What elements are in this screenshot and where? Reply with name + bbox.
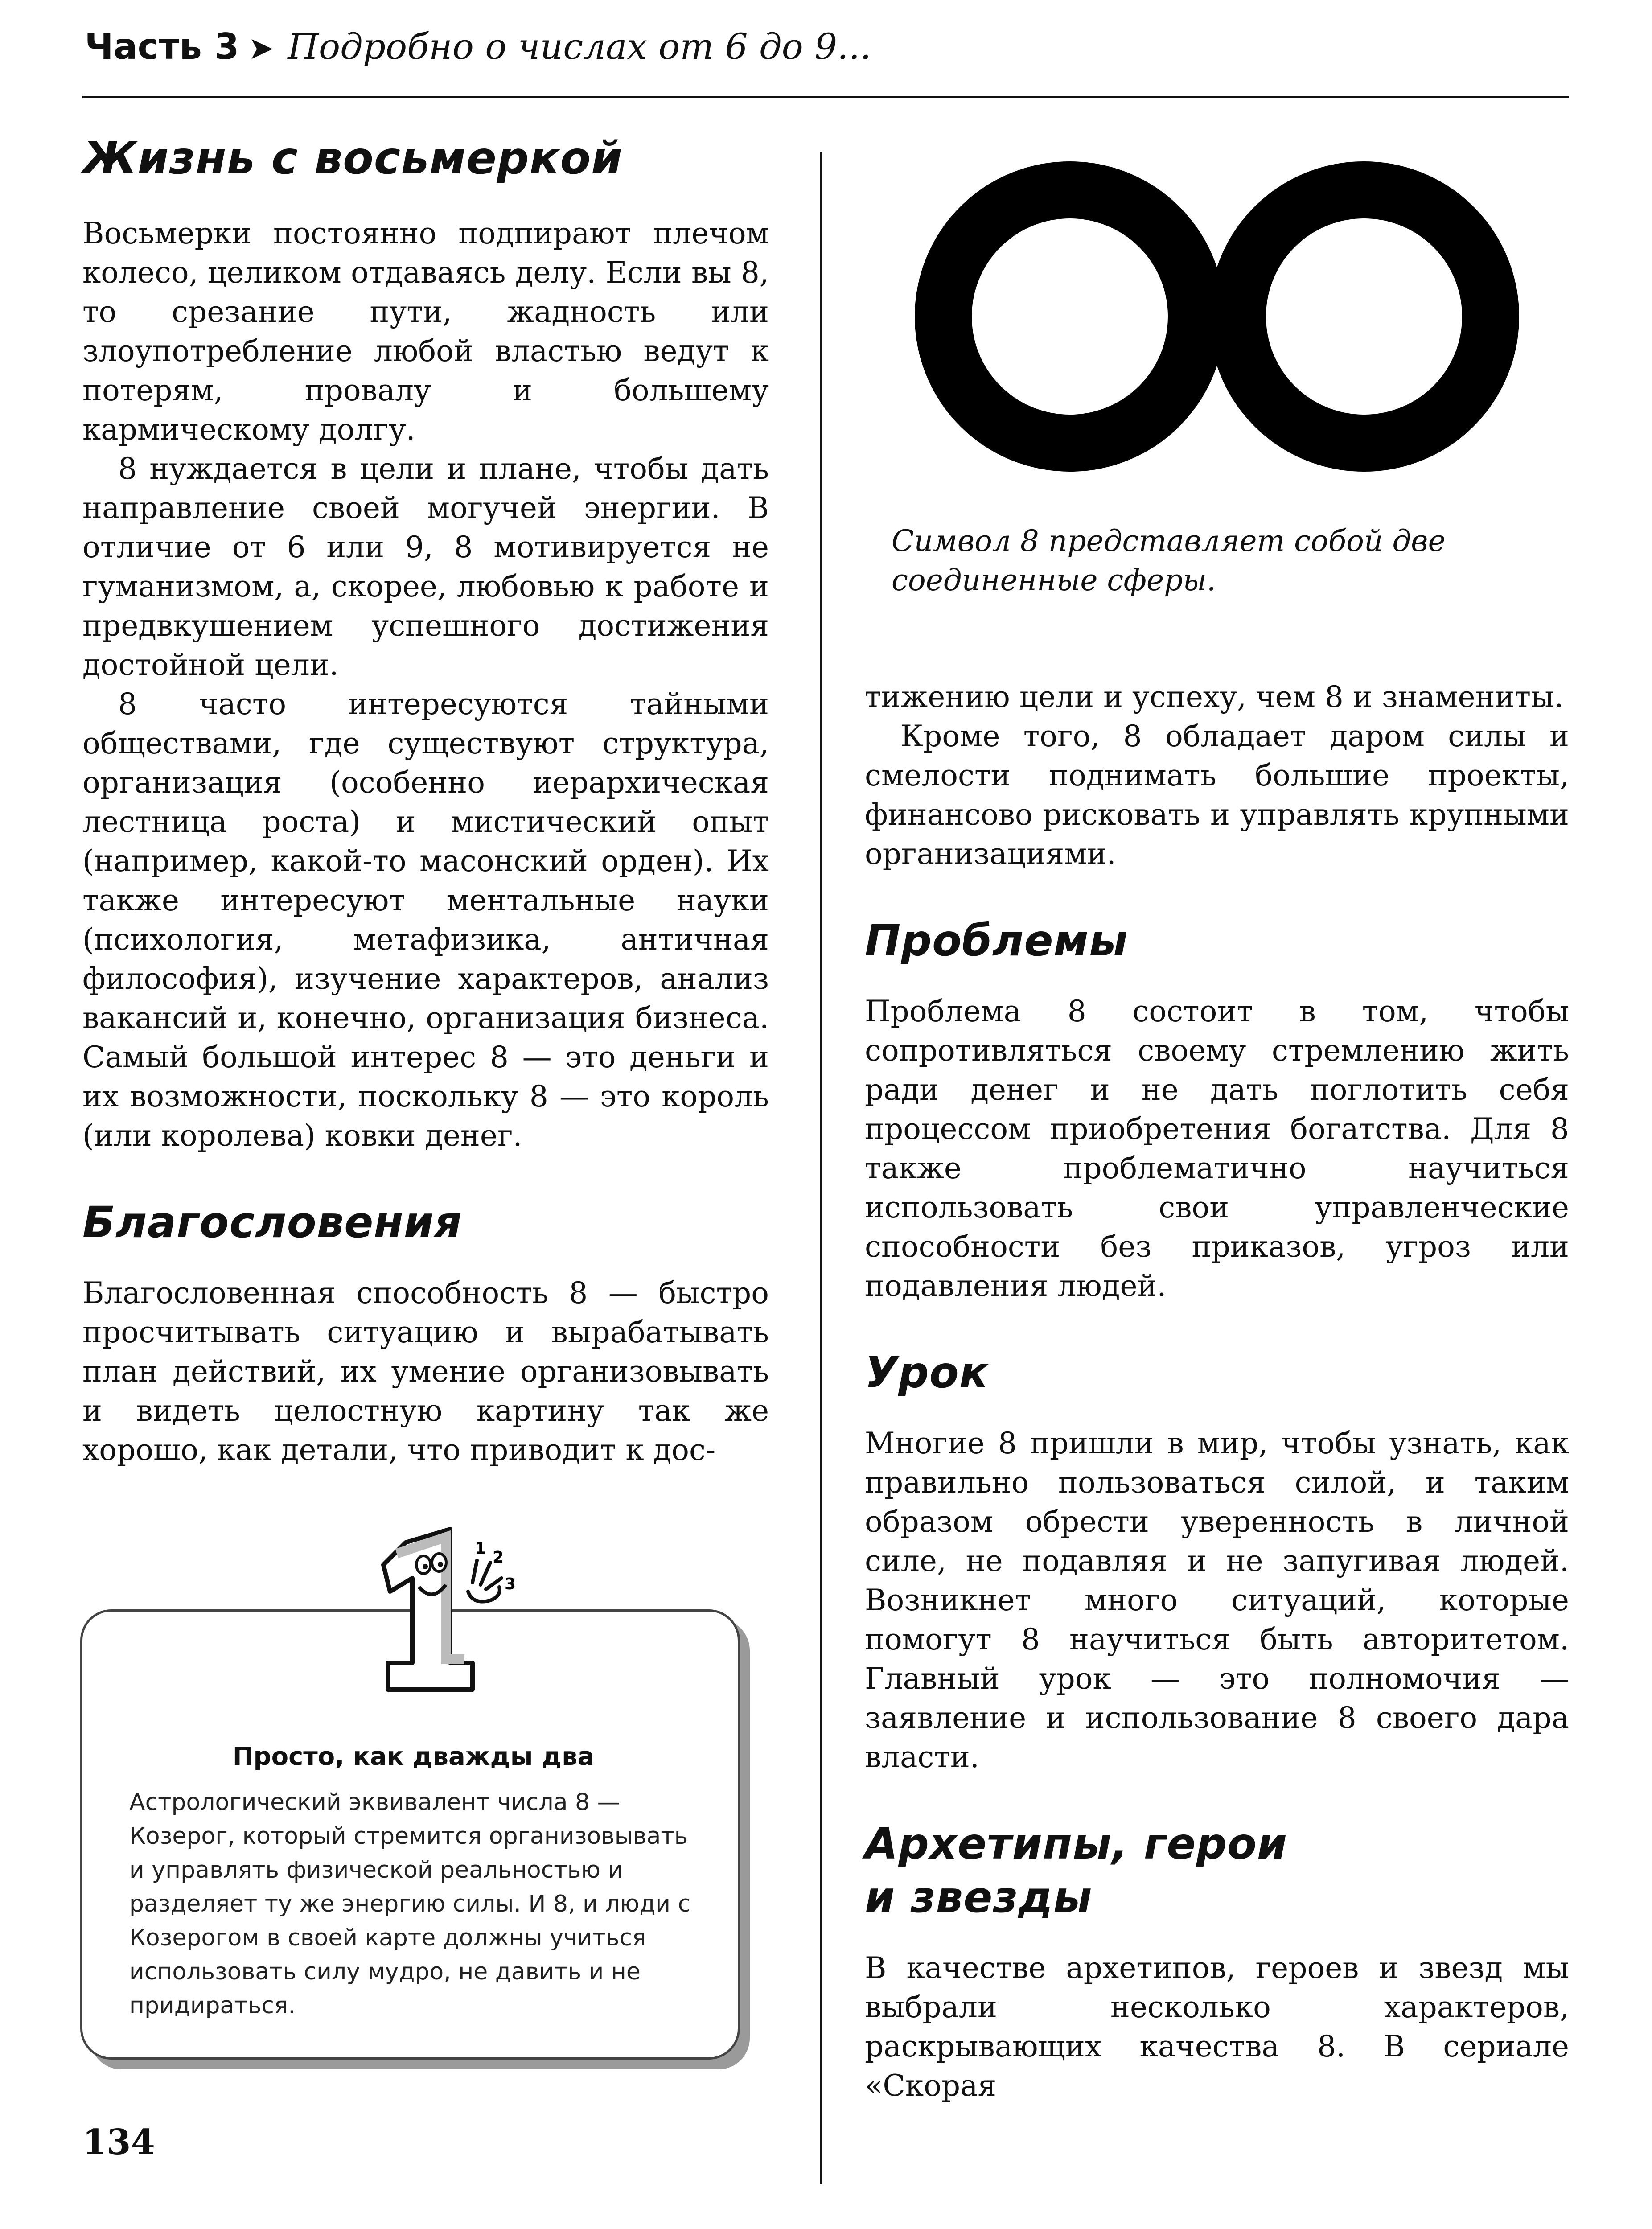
section-heading-lesson: Урок	[865, 1348, 989, 1398]
paragraph: 8 нуждается в цели и плане, чтобы дать направление своей могучей энергии. В отличие от 6 или 9, 8 мотивируется не гуманизмом, а, скорее, любовью к работе и предвкушением успешного достижения достойной цели.	[82, 452, 769, 682]
infinity-symbol-figure	[905, 160, 1529, 473]
paragraph: Кроме того, 8 обладает даром силы и смелости поднимать большие проекты, финансово рисковать и управлять крупными организациями.	[865, 719, 1569, 871]
figure-caption: Символ 8 представляет собой две соединенные сферы.	[892, 524, 1446, 597]
header-part-label: Часть 3	[85, 26, 239, 67]
sidebar-title: Просто, как дважды два	[232, 1742, 595, 1771]
sidebar-text: Астрологический эквивалент числа 8 — Козерог, который стремится организовывать и управлять физической реальностью и разделяет ту же энергию силы. И 8, и люди с Козерогом в своей карте должны учиться использовать силу мудро, не давить и не придираться.	[129, 1789, 691, 2019]
heading-line: и звезды	[865, 1872, 1093, 1922]
paragraph: тижению цели и успеху, чем 8 и знамениты.	[865, 680, 1564, 714]
heading-line: Архетипы, герои	[865, 1819, 1288, 1869]
paragraph: Многие 8 пришли в мир, чтобы узнать, как правильно пользоваться силой, и таким образом обрести уверенность в личной силе, не подавляя и не запугивая людей. Возникнет много ситуаций, которые помогут 8 научиться быть авторитетом. Главный урок — это полномочия — заявление и использование 8 своего дара власти.	[865, 1426, 1569, 1774]
section-heading-archetypes	[865, 1817, 1569, 1924]
paragraph: Восьмерки постоянно подпирают плечом колесо, целиком отдаваясь делу. Если вы 8, то срезание пути, жадность или злоупотребление любой властью ведут к потерям, провалу и большему кармическому долгу.	[82, 216, 769, 447]
number-one-mascot-icon	[339, 1511, 526, 1703]
paragraph: Благословенная способность 8 — быстро просчитывать ситуацию и вырабатывать план действий, их умение организовывать и видеть целостную картину так же хорошо, как детали, что приводит к дос-	[82, 1276, 769, 1467]
paragraph: Проблема 8 состоит в том, чтобы сопротивляться своему стремлению жить ради денег и не дать поглотить себя процессом приобретения богатства. Для 8 также проблематично научиться использовать свои управленческие способности без приказов, угроз или подавления людей.	[865, 994, 1569, 1303]
svg-text:3: 3	[505, 1575, 516, 1593]
paragraph: 8 часто интересуются тайными обществами, где существуют структура, организация (особенно иерархическая лестница роста) и мистический опыт (например, какой-то масонский орден). Их также интересуют ментальные науки (психология, метафизика, античная философия), изучение характеров, анализ вакансий и, конечно, организация бизнеса. Самый большой интерес 8 — это деньги и их возможности, поскольку 8 — это король (или королева) ковки денег.	[82, 687, 769, 1153]
header-arrow-icon: ➤	[248, 30, 275, 66]
header-rule	[82, 96, 1569, 98]
page-number: 134	[82, 2122, 155, 2163]
section-heading-problems: Проблемы	[865, 916, 1128, 966]
paragraph: В качестве архетипов, героев и звезд мы выбрали несколько характеров, раскрывающих качества 8. В сериале «Скорая	[865, 1951, 1569, 2103]
right-sphere-ring	[1237, 190, 1491, 443]
left-sphere-ring	[943, 190, 1196, 443]
svg-text:1: 1	[475, 1539, 486, 1558]
svg-text:2: 2	[493, 1548, 504, 1567]
running-header	[85, 25, 1569, 70]
header-part-title: Подробно о числах от 6 до 9...	[288, 26, 871, 67]
column-divider	[820, 152, 822, 2184]
section-heading-life: Жизнь с восьмеркой	[82, 132, 623, 184]
section-heading-blessings: Благословения	[82, 1197, 462, 1247]
left-column	[82, 129, 769, 1470]
right-column	[865, 678, 1569, 2106]
